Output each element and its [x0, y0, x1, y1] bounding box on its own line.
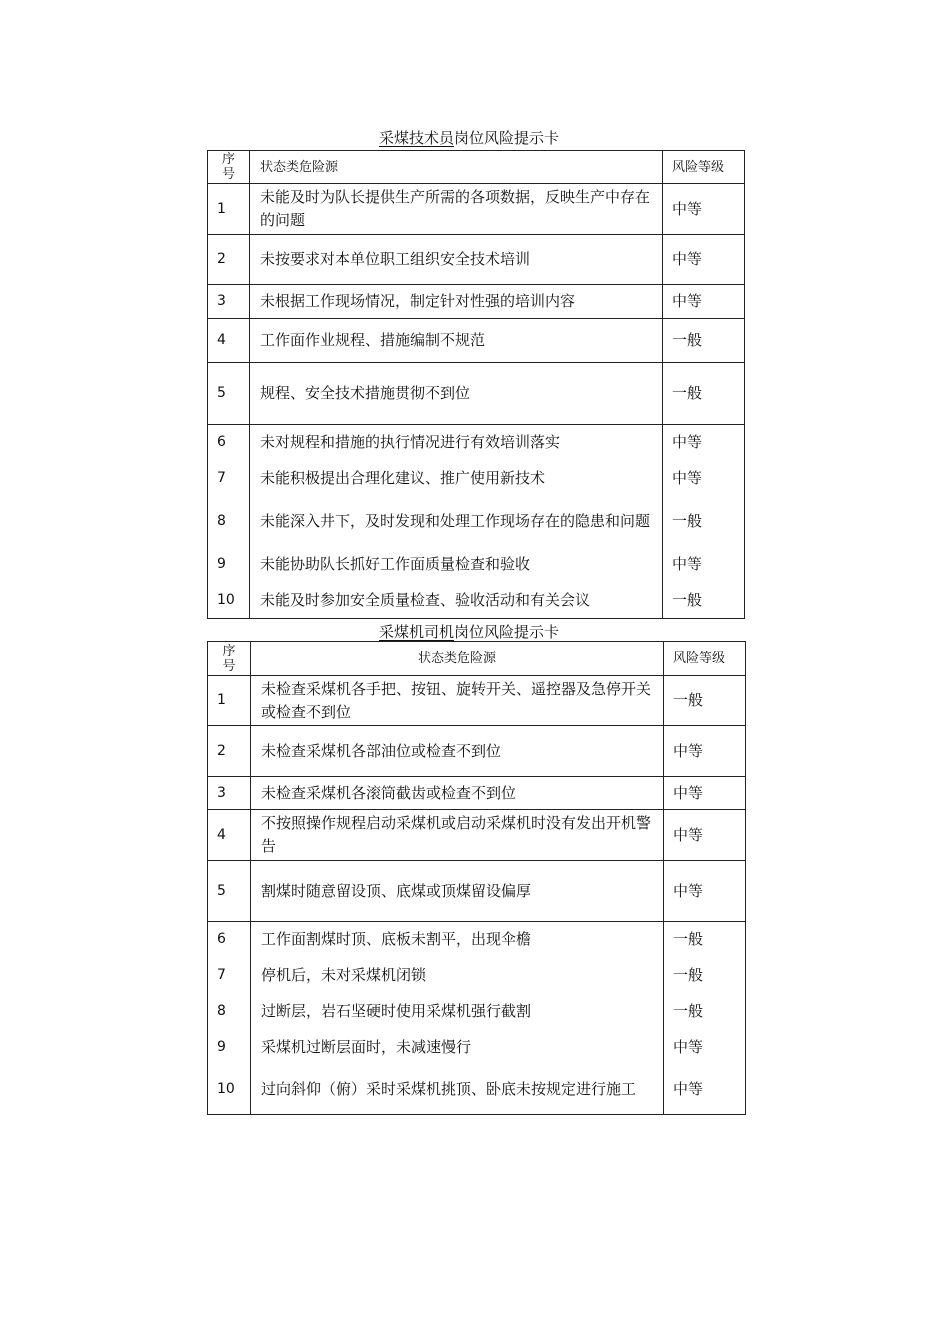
- row-level: 中等: [663, 461, 745, 497]
- table-header-row: [208, 151, 745, 184]
- row-level: 一般: [664, 958, 746, 994]
- table-row: [208, 810, 746, 861]
- row-level: 中等: [664, 1066, 746, 1115]
- row-no: 9: [208, 547, 250, 583]
- row-hazard: 未检查采煤机各部油位或检查不到位: [251, 726, 664, 777]
- row-no: 3: [208, 285, 250, 319]
- risk-table: [207, 641, 746, 1115]
- row-no: 9: [208, 1030, 251, 1066]
- row-hazard: 工作面作业规程、措施编制不规范: [250, 319, 663, 363]
- table-row: [208, 958, 746, 994]
- row-no: 10: [208, 583, 250, 619]
- row-hazard: 不按照操作规程启动采煤机或启动采煤机时没有发出开机警告: [251, 810, 664, 861]
- row-hazard: 未能及时参加安全质量检查、验收活动和有关会议: [250, 583, 663, 619]
- table-row: [208, 363, 745, 425]
- row-level: 一般: [663, 363, 745, 425]
- row-hazard: 过向斜仰（俯）采时采煤机挑顶、卧底未按规定进行施工: [251, 1066, 664, 1115]
- row-hazard: 未按要求对本单位职工组织安全技术培训: [250, 235, 663, 285]
- row-hazard: 未能深入井下，及时发现和处理工作现场存在的隐患和问题: [250, 497, 663, 547]
- row-level: 一般: [663, 497, 745, 547]
- row-no: 4: [208, 810, 251, 861]
- row-level: 中等: [664, 777, 746, 810]
- row-hazard: 未根据工作现场情况，制定针对性强的培训内容: [250, 285, 663, 319]
- row-level: 中等: [663, 235, 745, 285]
- table-row: [208, 583, 745, 619]
- table-row: [208, 1030, 746, 1066]
- card-title-position: 采煤机司机: [379, 623, 455, 641]
- row-hazard: 未对规程和措施的执行情况进行有效培训落实: [250, 425, 663, 461]
- row-no: 6: [208, 425, 250, 461]
- table-row: [208, 547, 745, 583]
- row-hazard: 采煤机过断层面时，未减速慢行: [251, 1030, 664, 1066]
- header-hazard: 状态类危险源: [250, 151, 663, 184]
- row-hazard: 未能及时为队长提供生产所需的各项数据，反映生产中存在的问题: [250, 184, 663, 235]
- table-header-row: [208, 642, 746, 676]
- card-title-suffix: 岗位风险提示卡: [454, 623, 560, 641]
- row-no: 4: [208, 319, 250, 363]
- table-row: [208, 461, 745, 497]
- card-title: [379, 127, 559, 148]
- row-no: 3: [208, 777, 251, 810]
- row-level: 中等: [663, 425, 745, 461]
- header-level: 风险等级: [664, 642, 746, 676]
- card-title-suffix: 岗位风险提示卡: [454, 129, 560, 147]
- table-row: [208, 285, 745, 319]
- row-level: 一般: [664, 676, 746, 726]
- table-row: [208, 726, 746, 777]
- row-level: 中等: [663, 547, 745, 583]
- row-no: 1: [208, 676, 251, 726]
- row-level: 中等: [664, 861, 746, 922]
- row-level: 中等: [664, 726, 746, 777]
- table-row: [208, 1066, 746, 1115]
- table-row: [208, 676, 746, 726]
- table-row: [208, 184, 745, 235]
- row-level: 中等: [663, 285, 745, 319]
- table-row: [208, 994, 746, 1030]
- row-hazard: 过断层，岩石坚硬时使用采煤机强行截割: [251, 994, 664, 1030]
- row-no: 1: [208, 184, 250, 235]
- table-row: [208, 425, 745, 461]
- row-hazard: 割煤时随意留设顶、底煤或顶煤留设偏厚: [251, 861, 664, 922]
- table-row: [208, 777, 746, 810]
- table-row: [208, 319, 745, 363]
- header-hazard: 状态类危险源: [251, 642, 664, 676]
- risk-table: [207, 150, 745, 619]
- row-level: 中等: [664, 810, 746, 861]
- row-no: 10: [208, 1066, 251, 1115]
- card-title-position: 采煤技术员: [379, 129, 455, 147]
- row-no: 5: [208, 363, 250, 425]
- row-no: 8: [208, 994, 251, 1030]
- row-hazard: 工作面割煤时顶、底板未割平，出现伞檐: [251, 922, 664, 958]
- card-title: [379, 621, 559, 642]
- table-row: [208, 235, 745, 285]
- row-hazard: 未能协助队长抓好工作面质量检查和验收: [250, 547, 663, 583]
- table-row: [208, 922, 746, 958]
- header-no: 序 号: [208, 642, 251, 676]
- row-level: 一般: [663, 583, 745, 619]
- row-no: 7: [208, 958, 251, 994]
- row-level: 一般: [664, 922, 746, 958]
- row-level: 一般: [664, 994, 746, 1030]
- table-row: [208, 861, 746, 922]
- row-level: 中等: [663, 184, 745, 235]
- row-hazard: 未检查采煤机各手把、按钮、旋转开关、遥控器及急停开关或检查不到位: [251, 676, 664, 726]
- row-level: 一般: [663, 319, 745, 363]
- row-level: 中等: [664, 1030, 746, 1066]
- header-level: 风险等级: [663, 151, 745, 184]
- row-no: 5: [208, 861, 251, 922]
- row-no: 6: [208, 922, 251, 958]
- row-no: 2: [208, 726, 251, 777]
- row-no: 2: [208, 235, 250, 285]
- row-no: 8: [208, 497, 250, 547]
- table-row: [208, 497, 745, 547]
- row-hazard: 停机后，未对采煤机闭锁: [251, 958, 664, 994]
- row-hazard: 未检查采煤机各滚筒截齿或检查不到位: [251, 777, 664, 810]
- header-no: 序 号: [208, 151, 250, 184]
- row-hazard: 规程、安全技术措施贯彻不到位: [250, 363, 663, 425]
- row-hazard: 未能积极提出合理化建议、推广使用新技术: [250, 461, 663, 497]
- row-no: 7: [208, 461, 250, 497]
